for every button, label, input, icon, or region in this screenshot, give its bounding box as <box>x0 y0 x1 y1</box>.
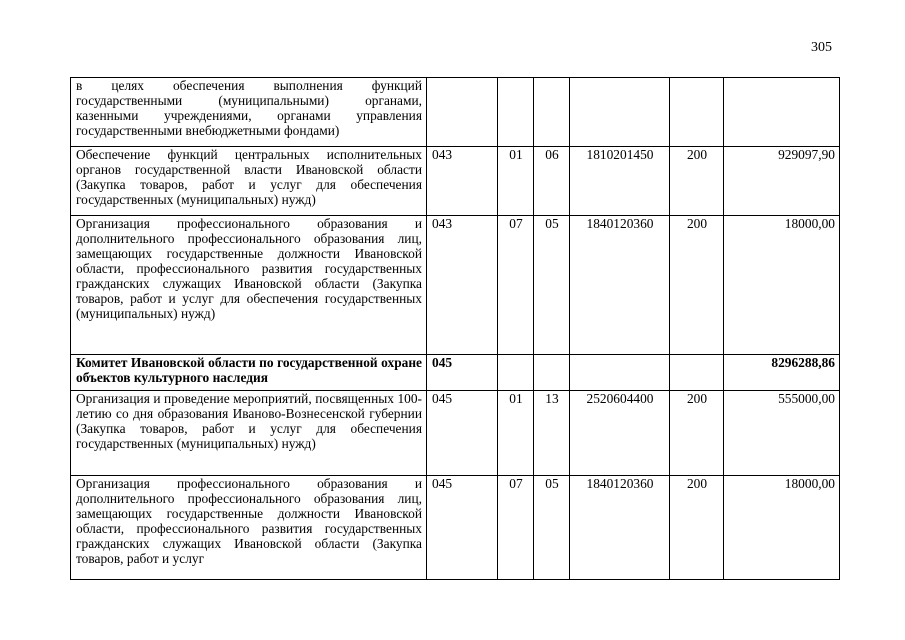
row-description: Комитет Ивановской области по государственной охране объектов культурного наследия <box>71 355 427 391</box>
row-expense-type: 200 <box>670 476 724 580</box>
table-row <box>71 78 840 147</box>
table-row <box>71 391 840 476</box>
row-subsection-code: 05 <box>534 476 570 580</box>
row-grbs-code: 045 <box>427 355 498 391</box>
row-target-code: 1840120360 <box>570 216 670 355</box>
row-description: в целях обеспечения выполнения функций государственными (муниципальными) органами, казенными учреждениями, органами управления государственными внебюджетными фондами) <box>71 78 427 147</box>
row-description: Организация и проведение мероприятий, посвященных 100-летию со дня образования Иваново-Вознесенской губернии (Закупка товаров, работ и услуг для обеспечения государственных (муниципальных) нужд) <box>71 391 427 476</box>
budget-table <box>70 77 840 580</box>
row-target-code: 1840120360 <box>570 476 670 580</box>
row-expense-type: 200 <box>670 147 724 216</box>
row-subsection-code: 05 <box>534 216 570 355</box>
row-subsection-code <box>534 78 570 147</box>
row-grbs-code <box>427 78 498 147</box>
row-subsection-code: 06 <box>534 147 570 216</box>
row-subsection-code: 13 <box>534 391 570 476</box>
row-expense-type <box>670 78 724 147</box>
row-amount <box>724 78 840 147</box>
table-row <box>71 476 840 580</box>
row-section-code <box>498 355 534 391</box>
row-expense-type: 200 <box>670 216 724 355</box>
row-section-code: 07 <box>498 476 534 580</box>
table-row-organization <box>71 355 840 391</box>
row-section-code: 07 <box>498 216 534 355</box>
row-description: Обеспечение функций центральных исполнительных органов государственной власти Ивановской области (Закупка товаров, работ и услуг для обеспечения государственных (муниципальных) нужд) <box>71 147 427 216</box>
page-number: 305 <box>811 40 832 55</box>
row-target-code <box>570 355 670 391</box>
row-expense-type: 200 <box>670 391 724 476</box>
row-grbs-code: 043 <box>427 216 498 355</box>
row-section-code: 01 <box>498 391 534 476</box>
row-amount: 555000,00 <box>724 391 840 476</box>
table-row <box>71 147 840 216</box>
row-target-code: 2520604400 <box>570 391 670 476</box>
row-subsection-code <box>534 355 570 391</box>
row-grbs-code: 045 <box>427 391 498 476</box>
row-grbs-code: 043 <box>427 147 498 216</box>
row-amount: 929097,90 <box>724 147 840 216</box>
row-description: Организация профессионального образования и дополнительного профессионального образования лиц, замещающих государственные должности Ивановской области, профессионального развития государственных гражданских служащих Ивановской области (Закупка товаров, работ и услуг для обеспечения государственных (муниципальных) нужд) <box>71 216 427 355</box>
row-section-code: 01 <box>498 147 534 216</box>
row-grbs-code: 045 <box>427 476 498 580</box>
row-expense-type <box>670 355 724 391</box>
row-amount: 18000,00 <box>724 216 840 355</box>
table-row <box>71 216 840 355</box>
row-amount: 8296288,86 <box>724 355 840 391</box>
row-amount: 18000,00 <box>724 476 840 580</box>
row-target-code: 1810201450 <box>570 147 670 216</box>
row-target-code <box>570 78 670 147</box>
row-section-code <box>498 78 534 147</box>
row-description: Организация профессионального образования и дополнительного профессионального образования лиц, замещающих государственные должности Ивановской области, профессионального развития государственных гражданских служащих Ивановской области (Закупка товаров, работ и услуг <box>71 476 427 580</box>
